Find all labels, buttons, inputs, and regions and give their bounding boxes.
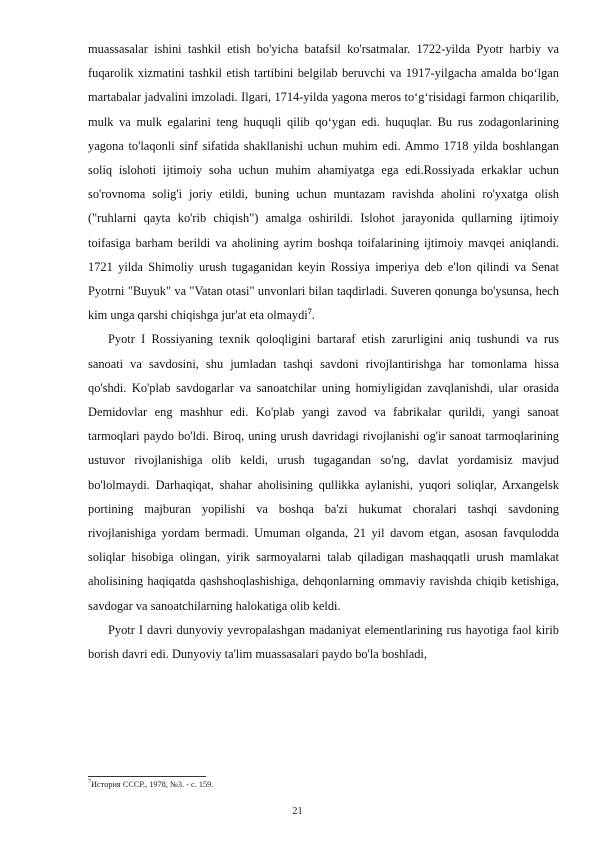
footnote [88, 779, 559, 790]
paragraph-3: Pyotr I davri dunyoviy yevropalashgan madaniyat elementlarining rus hayotiga faol kirib borish davri edi. Dunyoviy ta'lim muassasalari paydo bo'la boshladi, [88, 622, 559, 662]
page-number: 21 [292, 806, 303, 817]
paragraph-1-text: muassasalar ishini tashkil etish bo'yicha batafsil ko'rsatmalar. 1722-yilda Pyotr harbiy va fuqarolik xizmatini tashkil etish tartibini belgilab beruvchi va 1917-yilgacha amalda bo‘lgan martabalar jadvalini imzoladi. Ilgari, 1714-yilda yagona meros to‘g‘risidagi farmon chiqarilib, mulk va mulk egalarini teng huquqli qilib qo‘ygan edi. huquqlar. Bu rus zodagonlarining yagona to'laqonli sinf sifatida shakllanishi uchun muhim edi. Ammo 1718 yilda boshlangan soliq islohoti ijtimoiy soha uchun muhim ahamiyatga ega edi.Rossiyada erkaklar uchun so'rovnoma solig'i joriy etildi, buning uchun muntazam ravishda aholini ro'yxatga olish ("ruhlarni qayta ko'rib chiqish") amalga oshirildi. Islohot jarayonida qullarning ijtimoiy toifasiga barham berildi va aholining ayrim boshqa toifalarining ijtimoiy mavqei aniqlandi. 1721 yilda Shimoliy urush tugaganidan keyin Rossiya imperiya deb e'lon qilindi va Senat Pyotrni "Buyuk" va "Vatan otasi" unvonlari bilan taqdirladi. Suveren qonunga bo'ysunsa, hech kim unga qarshi chiqishga jur'at eta olmaydi [88, 42, 559, 323]
footnote-text: История СССР., 1978, №3. - с. 159. [91, 780, 214, 789]
body-text [88, 37, 559, 666]
paragraph-2: Pyotr I Rossiyaning texnik qoloqligini bartaraf etish zarurligini aniq tushundi va rus sanoati va savdosini, shu jumladan tashqi savdoni rivojlantirishga har tomonlama hissa qo'shdi. Ko'plab savdogarlar va sanoatchilar uning homiyligidan zavqlanishdi, ular orasida Demidovlar eng mashhur edi. Ko'plab yangi zavod va fabrikalar qurildi, yangi sanoat tarmoqlari paydo bo'ldi. Biroq, uning urush davridagi rivojlanishi og'ir sanoat tarmoqlarining ustuvor rivojlanishiga olib keldi, urush tugagandan so'ng, davlat yordamisiz mavjud bo'lolmaydi. Darhaqiqat, shahar aholisining qullikka aylanishi, yuqori soliqlar, Arxangelsk portining majburan yopilishi va boshqa ba'zi hukumat choralari tashqi savdoning rivojlanishiga yordam bermadi. Umuman olganda, 21 yil davom etgan, asosan favqulodda soliqlar hisobiga olingan, yirik sarmoyalarni talab qiladigan mashaqqatli urush mamlakat aholisining haqiqatda qashshoqlashishiga, dehqonlarning ommaviy ravishda chiqib ketishiga, savdogar va sanoatchilarning halokatiga olib keldi. [88, 332, 559, 613]
paragraph-1: muassasalar ishini tashkil etish bo'yicha batafsil ko'rsatmalar. 1722-yilda Pyotr harbiy va fuqarolik xizmatini tashkil etish tartibini belgilab beruvchi va 1917-yilgacha amalda bo‘lgan martabalar jadvalini imzoladi. Ilgari, 1714-yilda yagona meros to‘g‘risidagi farmon chiqarilib, mulk va mulk egalarini teng huquqli qilib qo‘ygan edi. huquqlar. Bu rus zodagonlarining yagona to'laqonli sinf sifatida shakllanishi uchun muhim edi. Ammo 1718 yilda boshlangan soliq islohoti ijtimoiy soha uchun muhim ahamiyatga ega edi.Rossiyada erkaklar uchun so'rovnoma solig'i joriy etildi, buning uchun muntazam ravishda aholini ro'yxatga olish ("ruhlarni qayta ko'rib chiqish") amalga oshirildi. Islohot jarayonida qullarning ijtimoiy toifasiga barham berildi va aholining ayrim boshqa toifalarining ijtimoiy mavqei aniqlandi. 1721 yilda Shimoliy urush tugaganidan keyin Rossiya imperiya deb e'lon qilindi va Senat Pyotrni "Buyuk" va "Vatan otasi" unvonlari bilan taqdirladi. Suveren qonunga bo'ysunsa, hech kim unga qarshi chiqishga jur'at eta olmaydi$^7$. [88, 42, 559, 323]
footnote-reference[interactable]: 7 [307, 307, 312, 317]
footnote-number: 7 [88, 779, 91, 786]
footnote-divider [88, 776, 206, 777]
